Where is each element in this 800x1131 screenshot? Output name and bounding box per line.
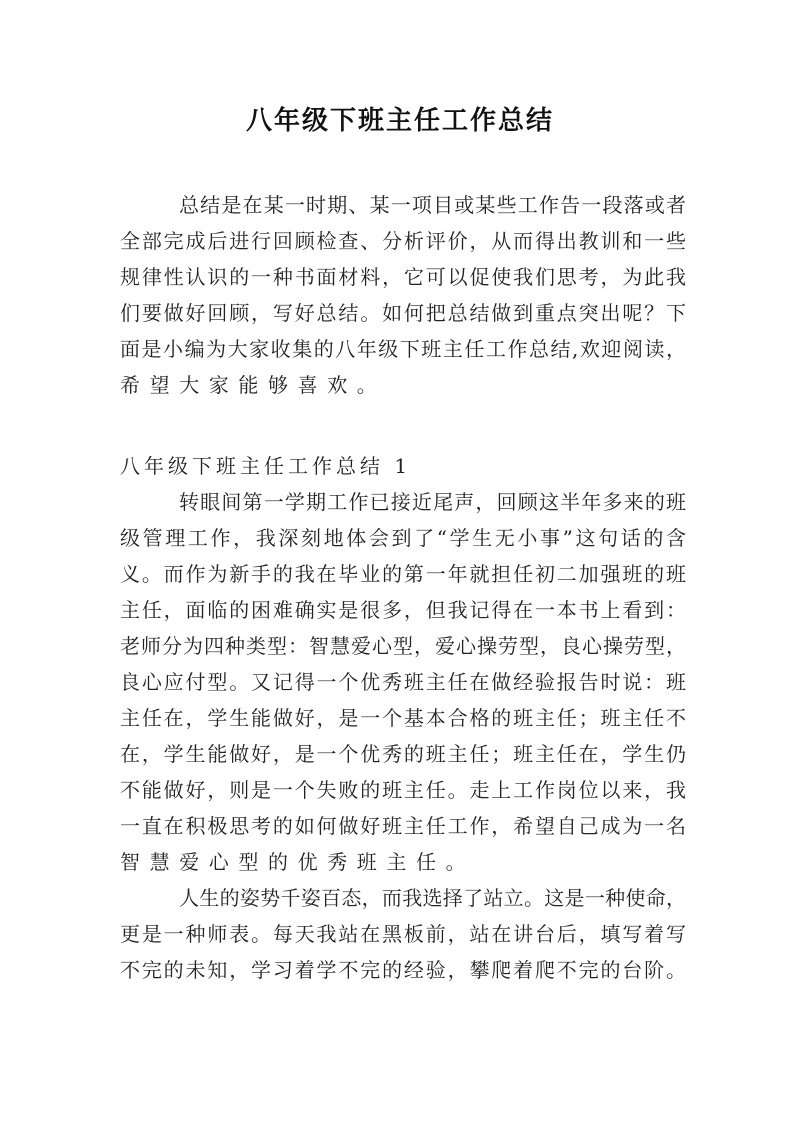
paragraph-2: [120, 880, 686, 988]
document-title: 八年级下班主任工作总结: [245, 106, 554, 136]
text-line: 不完的未知，学习着学不完的经验，攀爬着爬不完的台阶。: [120, 958, 686, 982]
text-line: 人生的姿势千姿百态，而我选择了站立。这是一种使命，: [179, 886, 686, 910]
text-line: 义。而作为新手的我在毕业的第一年就担任初二加强班的班: [120, 562, 686, 586]
text-line: 全部完成后进行回顾检查、分析评价，从而得出教训和一些: [120, 229, 686, 253]
text-line: 们要做好回顾，写好总结。如何把总结做到重点突出呢？下: [120, 301, 686, 325]
text-line: 总结是在某一时期、某一项目或某些工作告一段落或者: [179, 193, 686, 217]
text-line: 希望大家能够喜欢。: [120, 373, 387, 397]
section-1: [120, 448, 686, 988]
text-line: 规律性认识的一种书面材料，它可以促使我们思考，为此我: [120, 265, 686, 289]
text-line: 更是一种师表。每天我站在黑板前，站在讲台后，填写着写: [120, 922, 686, 946]
text-line: 良心应付型。又记得一个优秀班主任在做经验报告时说：班: [120, 670, 686, 694]
text-line: 转眼间第一学期工作已接近尾声，回顾这半年多来的班: [179, 490, 686, 514]
text-line: 主任在，学生能做好，是一个基本合格的班主任；班主任不: [120, 706, 686, 730]
text-line: 在，学生能做好，是一个优秀的班主任；班主任在，学生仍: [120, 742, 686, 766]
section-heading: 八年级下班主任工作总结 1: [120, 454, 412, 478]
text-line: 不能做好，则是一个失败的班主任。走上工作岗位以来，我: [120, 778, 686, 802]
text-line: 主任，面临的困难确实是很多，但我记得在一本书上看到：: [120, 598, 686, 622]
text-line: 面是小编为大家收集的八年级下班主任工作总结,欢迎阅读，: [120, 337, 686, 361]
paragraph-1: [120, 484, 686, 880]
text-line: 一直在积极思考的如何做好班主任工作，希望自己成为一名: [120, 814, 686, 838]
intro-paragraph: [120, 187, 686, 403]
text-line: 级管理工作，我深刻地体会到了“学生无小事”这句话的含: [120, 526, 686, 550]
text-line: 智慧爱心型的优秀班主任。: [120, 850, 476, 874]
text-line: 老师分为四种类型：智慧爱心型，爱心操劳型，良心操劳型，: [120, 634, 686, 658]
